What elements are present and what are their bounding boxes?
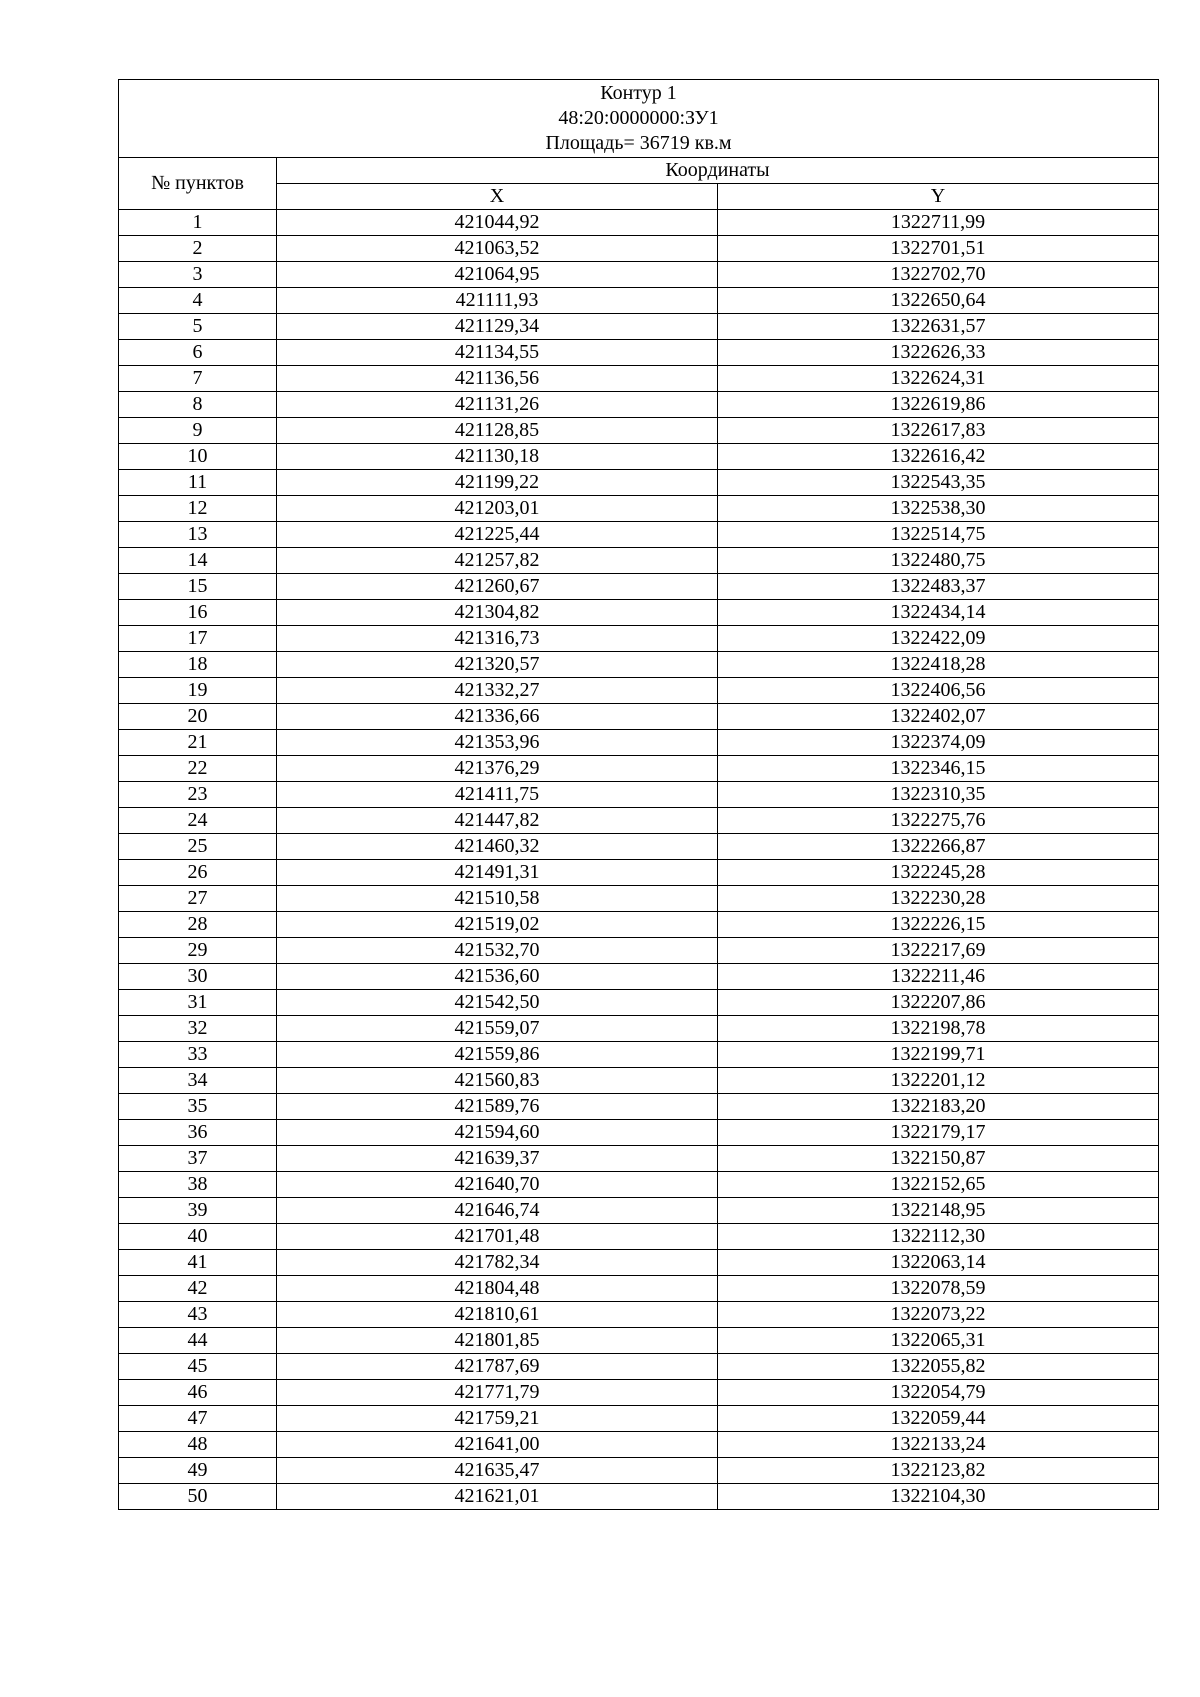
x-coordinate-cell: 421128,85 xyxy=(277,418,718,444)
table-row xyxy=(119,808,1159,834)
x-coordinate-cell: 421559,07 xyxy=(277,1016,718,1042)
x-coordinate-cell: 421353,96 xyxy=(277,730,718,756)
point-number-cell: 9 xyxy=(119,418,277,444)
point-number-cell: 2 xyxy=(119,236,277,262)
table-row xyxy=(119,366,1159,392)
point-number-cell: 13 xyxy=(119,522,277,548)
table-row xyxy=(119,1172,1159,1198)
y-coordinate-cell: 1322711,99 xyxy=(718,210,1159,236)
y-coordinate-cell: 1322434,14 xyxy=(718,600,1159,626)
x-coordinate-cell: 421134,55 xyxy=(277,340,718,366)
y-coordinate-cell: 1322112,30 xyxy=(718,1224,1159,1250)
y-coordinate-cell: 1322483,37 xyxy=(718,574,1159,600)
x-coordinate-cell: 421129,34 xyxy=(277,314,718,340)
x-coordinate-cell: 421460,32 xyxy=(277,834,718,860)
table-row xyxy=(119,1094,1159,1120)
y-coordinate-cell: 1322148,95 xyxy=(718,1198,1159,1224)
area-label: Площадь= 36719 кв.м xyxy=(545,132,732,154)
table-row xyxy=(119,600,1159,626)
table-row xyxy=(119,756,1159,782)
y-coordinate-cell: 1322346,15 xyxy=(718,756,1159,782)
table-row xyxy=(119,1380,1159,1406)
table-row xyxy=(119,730,1159,756)
y-coordinate-cell: 1322617,83 xyxy=(718,418,1159,444)
table-row xyxy=(119,1120,1159,1146)
table-row xyxy=(119,1276,1159,1302)
y-coordinate-cell: 1322133,24 xyxy=(718,1432,1159,1458)
y-coordinate-cell: 1322543,35 xyxy=(718,470,1159,496)
x-coordinate-cell: 421260,67 xyxy=(277,574,718,600)
point-number-cell: 37 xyxy=(119,1146,277,1172)
point-number-cell: 4 xyxy=(119,288,277,314)
point-number-cell: 34 xyxy=(119,1068,277,1094)
table-row xyxy=(119,626,1159,652)
table-row xyxy=(119,1302,1159,1328)
header-row xyxy=(119,80,1159,158)
point-number-cell: 15 xyxy=(119,574,277,600)
point-number-cell: 17 xyxy=(119,626,277,652)
table-row xyxy=(119,886,1159,912)
x-coordinate-cell: 421560,83 xyxy=(277,1068,718,1094)
x-coordinate-cell: 421801,85 xyxy=(277,1328,718,1354)
point-number-cell: 26 xyxy=(119,860,277,886)
table-row xyxy=(119,652,1159,678)
x-coordinate-cell: 421136,56 xyxy=(277,366,718,392)
table-row xyxy=(119,1042,1159,1068)
y-coordinate-cell: 1322538,30 xyxy=(718,496,1159,522)
table-row xyxy=(119,990,1159,1016)
y-coordinate-cell: 1322073,22 xyxy=(718,1302,1159,1328)
point-number-cell: 11 xyxy=(119,470,277,496)
point-number-cell: 45 xyxy=(119,1354,277,1380)
point-number-cell: 5 xyxy=(119,314,277,340)
y-coordinate-cell: 1322179,17 xyxy=(718,1120,1159,1146)
y-coordinate-cell: 1322624,31 xyxy=(718,366,1159,392)
x-coordinate-cell: 421130,18 xyxy=(277,444,718,470)
y-coordinate-cell: 1322199,71 xyxy=(718,1042,1159,1068)
point-number-cell: 7 xyxy=(119,366,277,392)
x-coordinate-cell: 421532,70 xyxy=(277,938,718,964)
table-row xyxy=(119,444,1159,470)
x-coordinate-cell: 421332,27 xyxy=(277,678,718,704)
y-coordinate-cell: 1322226,15 xyxy=(718,912,1159,938)
y-coordinate-cell: 1322059,44 xyxy=(718,1406,1159,1432)
point-number-cell: 16 xyxy=(119,600,277,626)
table-row xyxy=(119,314,1159,340)
x-coordinate-cell: 421257,82 xyxy=(277,548,718,574)
table-row xyxy=(119,392,1159,418)
x-coordinate-cell: 421131,26 xyxy=(277,392,718,418)
x-coordinate-cell: 421519,02 xyxy=(277,912,718,938)
y-coordinate-cell: 1322626,33 xyxy=(718,340,1159,366)
contour-header xyxy=(119,80,1159,158)
point-number-cell: 12 xyxy=(119,496,277,522)
point-number-cell: 23 xyxy=(119,782,277,808)
coordinates-table xyxy=(118,79,1159,1510)
point-number-cell: 21 xyxy=(119,730,277,756)
point-number-cell: 43 xyxy=(119,1302,277,1328)
table-row xyxy=(119,860,1159,886)
table-row xyxy=(119,210,1159,236)
y-coordinate-cell: 1322183,20 xyxy=(718,1094,1159,1120)
table-row xyxy=(119,574,1159,600)
point-number-cell: 46 xyxy=(119,1380,277,1406)
y-column-header: Y xyxy=(718,184,1159,210)
point-number-cell: 25 xyxy=(119,834,277,860)
y-coordinate-cell: 1322406,56 xyxy=(718,678,1159,704)
table-row xyxy=(119,1016,1159,1042)
table-body xyxy=(119,80,1159,1510)
table-row xyxy=(119,236,1159,262)
x-column-header: X xyxy=(277,184,718,210)
x-coordinate-cell: 421447,82 xyxy=(277,808,718,834)
column-header-row xyxy=(119,158,1159,184)
table-row xyxy=(119,1146,1159,1172)
table-row xyxy=(119,496,1159,522)
y-coordinate-cell: 1322078,59 xyxy=(718,1276,1159,1302)
table-row xyxy=(119,1484,1159,1510)
y-coordinate-cell: 1322123,82 xyxy=(718,1458,1159,1484)
y-coordinate-cell: 1322065,31 xyxy=(718,1328,1159,1354)
points-column-header: № пунктов xyxy=(119,158,277,210)
x-coordinate-cell: 421594,60 xyxy=(277,1120,718,1146)
x-coordinate-cell: 421320,57 xyxy=(277,652,718,678)
point-number-cell: 42 xyxy=(119,1276,277,1302)
x-coordinate-cell: 421203,01 xyxy=(277,496,718,522)
x-coordinate-cell: 421063,52 xyxy=(277,236,718,262)
table-row xyxy=(119,1354,1159,1380)
table-row xyxy=(119,1250,1159,1276)
table-row xyxy=(119,834,1159,860)
y-coordinate-cell: 1322631,57 xyxy=(718,314,1159,340)
table-row xyxy=(119,1068,1159,1094)
x-coordinate-cell: 421536,60 xyxy=(277,964,718,990)
y-coordinate-cell: 1322266,87 xyxy=(718,834,1159,860)
x-coordinate-cell: 421491,31 xyxy=(277,860,718,886)
point-number-cell: 14 xyxy=(119,548,277,574)
point-number-cell: 39 xyxy=(119,1198,277,1224)
y-coordinate-cell: 1322702,70 xyxy=(718,262,1159,288)
table-row xyxy=(119,1328,1159,1354)
x-coordinate-cell: 421044,92 xyxy=(277,210,718,236)
point-number-cell: 24 xyxy=(119,808,277,834)
x-coordinate-cell: 421199,22 xyxy=(277,470,718,496)
x-coordinate-cell: 421782,34 xyxy=(277,1250,718,1276)
y-coordinate-cell: 1322514,75 xyxy=(718,522,1159,548)
y-coordinate-cell: 1322275,76 xyxy=(718,808,1159,834)
table-row xyxy=(119,548,1159,574)
x-coordinate-cell: 421621,01 xyxy=(277,1484,718,1510)
table-row xyxy=(119,418,1159,444)
table-row xyxy=(119,262,1159,288)
table-row xyxy=(119,704,1159,730)
point-number-cell: 3 xyxy=(119,262,277,288)
point-number-cell: 41 xyxy=(119,1250,277,1276)
y-coordinate-cell: 1322217,69 xyxy=(718,938,1159,964)
x-coordinate-cell: 421510,58 xyxy=(277,886,718,912)
x-coordinate-cell: 421641,00 xyxy=(277,1432,718,1458)
point-number-cell: 30 xyxy=(119,964,277,990)
table-row xyxy=(119,1458,1159,1484)
y-coordinate-cell: 1322150,87 xyxy=(718,1146,1159,1172)
cadastral-number: 48:20:0000000:ЗУ1 xyxy=(558,107,719,129)
x-coordinate-cell: 421411,75 xyxy=(277,782,718,808)
x-coordinate-cell: 421559,86 xyxy=(277,1042,718,1068)
x-coordinate-cell: 421804,48 xyxy=(277,1276,718,1302)
y-coordinate-cell: 1322619,86 xyxy=(718,392,1159,418)
point-number-cell: 50 xyxy=(119,1484,277,1510)
x-coordinate-cell: 421111,93 xyxy=(277,288,718,314)
y-coordinate-cell: 1322701,51 xyxy=(718,236,1159,262)
y-coordinate-cell: 1322374,09 xyxy=(718,730,1159,756)
x-coordinate-cell: 421787,69 xyxy=(277,1354,718,1380)
x-coordinate-cell: 421646,74 xyxy=(277,1198,718,1224)
point-number-cell: 19 xyxy=(119,678,277,704)
table-row xyxy=(119,678,1159,704)
point-number-cell: 6 xyxy=(119,340,277,366)
point-number-cell: 1 xyxy=(119,210,277,236)
table-row xyxy=(119,1432,1159,1458)
point-number-cell: 28 xyxy=(119,912,277,938)
table-row xyxy=(119,340,1159,366)
table-row xyxy=(119,1224,1159,1250)
x-coordinate-cell: 421316,73 xyxy=(277,626,718,652)
y-coordinate-cell: 1322054,79 xyxy=(718,1380,1159,1406)
point-number-cell: 44 xyxy=(119,1328,277,1354)
y-coordinate-cell: 1322211,46 xyxy=(718,964,1159,990)
y-coordinate-cell: 1322402,07 xyxy=(718,704,1159,730)
x-coordinate-cell: 421635,47 xyxy=(277,1458,718,1484)
point-number-cell: 47 xyxy=(119,1406,277,1432)
y-coordinate-cell: 1322616,42 xyxy=(718,444,1159,470)
y-coordinate-cell: 1322152,65 xyxy=(718,1172,1159,1198)
table-row xyxy=(119,288,1159,314)
y-coordinate-cell: 1322422,09 xyxy=(718,626,1159,652)
y-coordinate-cell: 1322418,28 xyxy=(718,652,1159,678)
table-row xyxy=(119,964,1159,990)
y-coordinate-cell: 1322198,78 xyxy=(718,1016,1159,1042)
y-coordinate-cell: 1322480,75 xyxy=(718,548,1159,574)
y-coordinate-cell: 1322230,28 xyxy=(718,886,1159,912)
point-number-cell: 40 xyxy=(119,1224,277,1250)
point-number-cell: 29 xyxy=(119,938,277,964)
point-number-cell: 18 xyxy=(119,652,277,678)
contour-title: Контур 1 xyxy=(600,82,677,104)
y-coordinate-cell: 1322207,86 xyxy=(718,990,1159,1016)
point-number-cell: 36 xyxy=(119,1120,277,1146)
point-number-cell: 35 xyxy=(119,1094,277,1120)
point-number-cell: 27 xyxy=(119,886,277,912)
point-number-cell: 32 xyxy=(119,1016,277,1042)
x-coordinate-cell: 421304,82 xyxy=(277,600,718,626)
y-coordinate-cell: 1322104,30 xyxy=(718,1484,1159,1510)
x-coordinate-cell: 421639,37 xyxy=(277,1146,718,1172)
point-number-cell: 31 xyxy=(119,990,277,1016)
x-coordinate-cell: 421759,21 xyxy=(277,1406,718,1432)
x-coordinate-cell: 421336,66 xyxy=(277,704,718,730)
table-row xyxy=(119,938,1159,964)
table-row xyxy=(119,470,1159,496)
x-coordinate-cell: 421640,70 xyxy=(277,1172,718,1198)
point-number-cell: 33 xyxy=(119,1042,277,1068)
x-coordinate-cell: 421064,95 xyxy=(277,262,718,288)
table-row xyxy=(119,782,1159,808)
x-coordinate-cell: 421542,50 xyxy=(277,990,718,1016)
point-number-cell: 38 xyxy=(119,1172,277,1198)
table-row xyxy=(119,1198,1159,1224)
table-row xyxy=(119,1406,1159,1432)
y-coordinate-cell: 1322310,35 xyxy=(718,782,1159,808)
x-coordinate-cell: 421701,48 xyxy=(277,1224,718,1250)
point-number-cell: 49 xyxy=(119,1458,277,1484)
y-coordinate-cell: 1322063,14 xyxy=(718,1250,1159,1276)
x-coordinate-cell: 421810,61 xyxy=(277,1302,718,1328)
x-coordinate-cell: 421771,79 xyxy=(277,1380,718,1406)
y-coordinate-cell: 1322201,12 xyxy=(718,1068,1159,1094)
y-coordinate-cell: 1322650,64 xyxy=(718,288,1159,314)
x-coordinate-cell: 421225,44 xyxy=(277,522,718,548)
point-number-cell: 8 xyxy=(119,392,277,418)
point-number-cell: 48 xyxy=(119,1432,277,1458)
point-number-cell: 20 xyxy=(119,704,277,730)
table-row xyxy=(119,522,1159,548)
point-number-cell: 10 xyxy=(119,444,277,470)
y-coordinate-cell: 1322245,28 xyxy=(718,860,1159,886)
coordinates-column-header: Координаты xyxy=(277,158,1159,184)
point-number-cell: 22 xyxy=(119,756,277,782)
x-coordinate-cell: 421589,76 xyxy=(277,1094,718,1120)
table-row xyxy=(119,912,1159,938)
y-coordinate-cell: 1322055,82 xyxy=(718,1354,1159,1380)
x-coordinate-cell: 421376,29 xyxy=(277,756,718,782)
